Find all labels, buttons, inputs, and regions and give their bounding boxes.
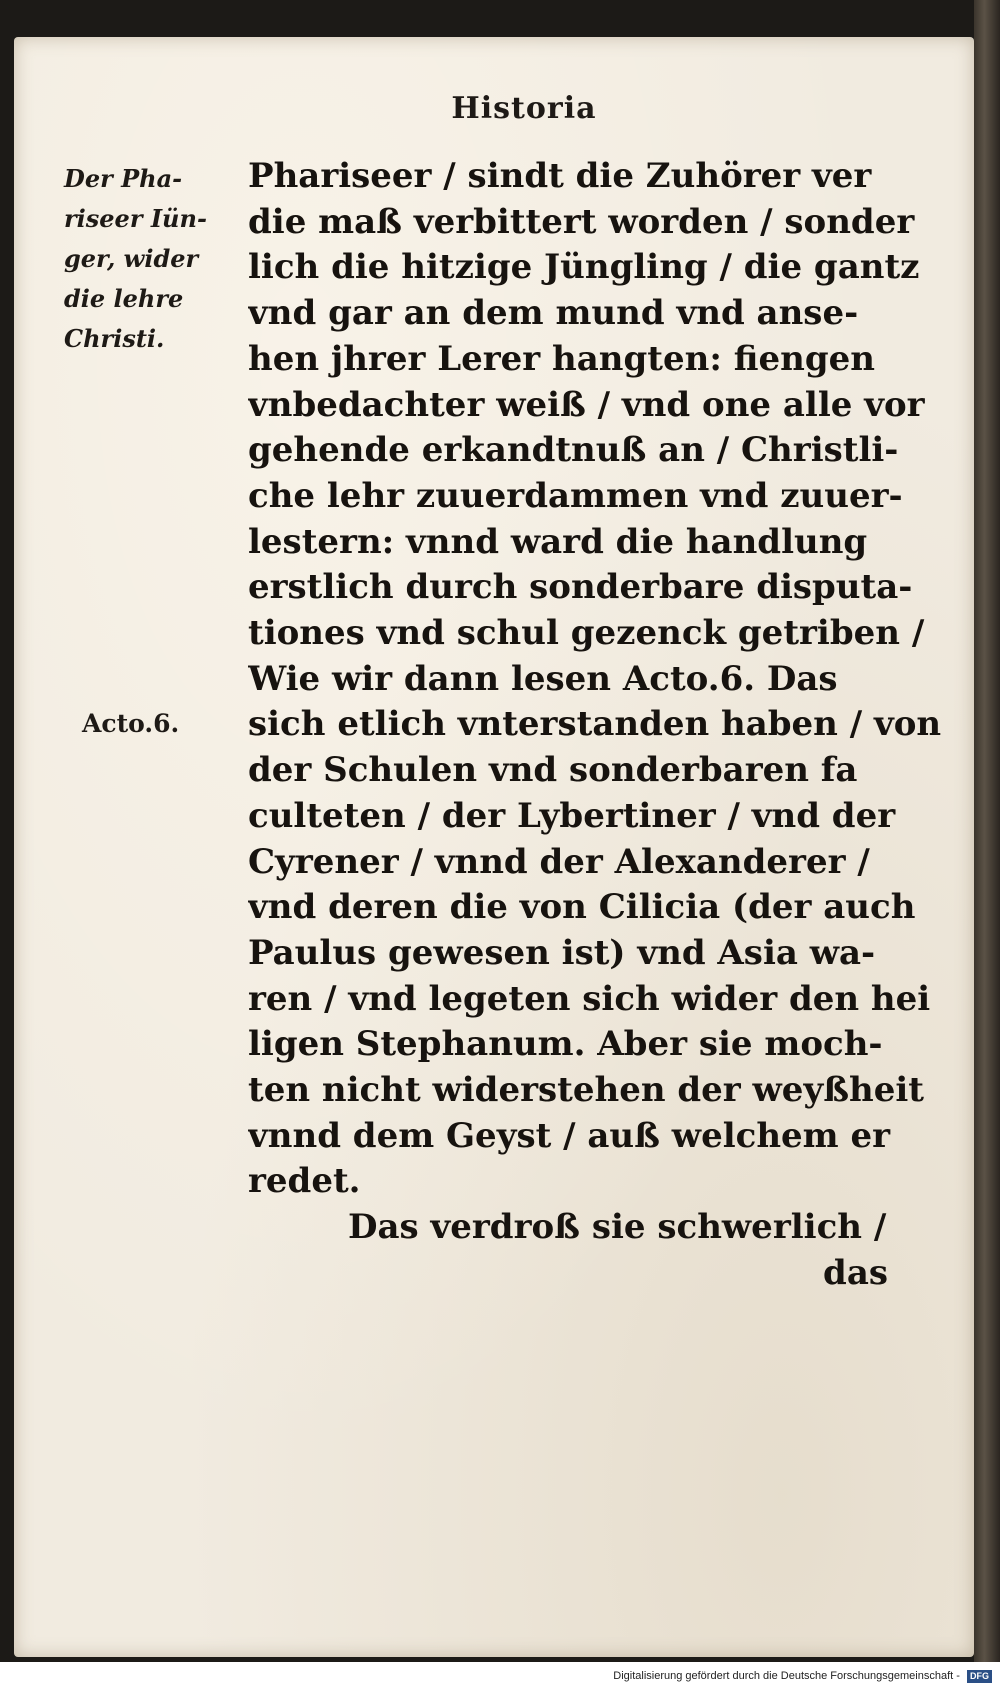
margin-note-line: die lehre [64, 284, 184, 313]
catchword: das [823, 1252, 888, 1293]
text-line-indented: Das verdroß sie schwerlich / [348, 1207, 887, 1248]
margin-note-line: ger, wider [64, 244, 199, 273]
text-line: lich die hitzige Jüngling / die gantz [248, 247, 920, 288]
text-line: ligen Stephanum. Aber sie moch- [248, 1024, 883, 1065]
dfg-logo: DFG [967, 1670, 992, 1683]
book-page [14, 37, 974, 1657]
footer-credit [0, 1665, 1000, 1687]
text-line: redet. [248, 1161, 361, 1202]
text-line: che lehr zuuerdammen vnd zuuer- [248, 475, 903, 516]
text-line: ten nicht widerstehen der weyßheit [248, 1070, 924, 1111]
text-line: gehende erkandtnuß an / Christli- [248, 430, 899, 471]
text-line: Wie wir dann lesen Acto.6. Das [248, 658, 838, 699]
footer-text: Digitalisierung gefördert durch die Deutsche Forschungsgemeinschaft - [613, 1670, 960, 1682]
text-line: ren / vnd legeten sich wider den hei [248, 978, 931, 1019]
text-line: die maß verbittert worden / sonder [248, 201, 915, 242]
text-line: lestern: vnnd ward die handlung [248, 521, 868, 562]
text-line: Phariseer / sindt die Zuhörer ver [248, 156, 872, 196]
text-line: tiones vnd schul gezenck getriben / [248, 613, 925, 654]
text-line: vnd gar an dem mund vnd anse- [248, 293, 859, 334]
margin-note-reference: Acto.6. [82, 709, 180, 738]
text-line: Paulus gewesen ist) vnd Asia wa- [248, 932, 876, 973]
body-text [248, 154, 948, 1297]
text-line: hen jhrer Lerer hangten: fiengen [248, 338, 875, 379]
running-head: Historia [451, 91, 597, 126]
text-line: sich etlich vnterstanden haben / von [248, 704, 942, 745]
text-line: der Schulen vnd sonderbaren fa [248, 750, 858, 791]
margin-note-line: riseer Iün- [64, 204, 207, 233]
text-line: culteten / der Lybertiner / vnd der [248, 795, 896, 836]
text-line: vnnd dem Geyst / auß welchem er [248, 1115, 891, 1156]
text-line: vnd deren die von Cilicia (der auch [248, 887, 916, 928]
text-line: Cyrener / vnnd der Alexanderer / [248, 841, 870, 882]
margin-note-line: Der Pha- [64, 164, 183, 193]
margin-note [64, 159, 239, 359]
text-line: vnbedachter weiß / vnd one alle vor [248, 384, 925, 425]
margin-note-line: Christi. [64, 324, 165, 353]
text-line: erstlich durch sonderbare disputa- [248, 567, 913, 608]
book-edge [974, 0, 1000, 1662]
